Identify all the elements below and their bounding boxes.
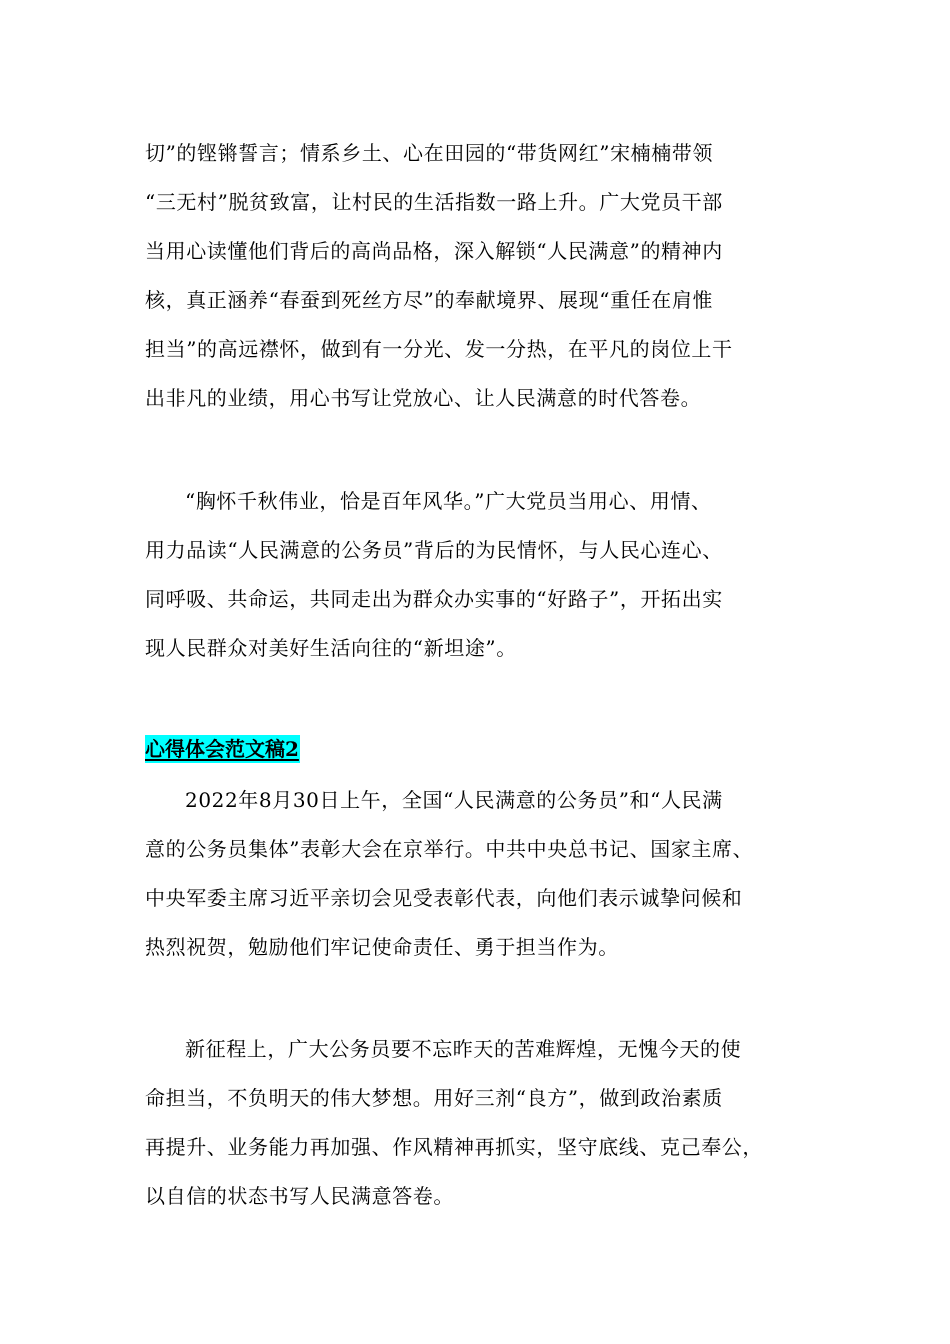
paragraph-line: 中央军委主席习近平亲切会见受表彰代表，向他们表示诚挚问候和 <box>145 886 743 910</box>
paragraph-line: 新征程上，广大公务员要不忘昨天的苦难辉煌，无愧今天的使 <box>185 1037 742 1061</box>
paragraph-line: 以自信的状态书写人民满意答卷。 <box>145 1184 454 1208</box>
paragraph-line: 2022年8月30日上午，全国“人民满意的公务员”和“人民满 <box>185 788 723 812</box>
paragraph-line: 核，真正涵养“春蚕到死丝方尽”的奉献境界、展现“重任在肩惟 <box>145 288 714 312</box>
paragraph-line: 当用心读懂他们背后的高尚品格，深入解锁“人民满意”的精神内 <box>145 239 723 263</box>
paragraph-line: 用力品读“人民满意的公务员”背后的为民情怀，与人民心连心、 <box>145 538 723 562</box>
paragraph-3 <box>145 776 810 972</box>
paragraph-line: 出非凡的业绩，用心书写让党放心、让人民满意的时代答卷。 <box>145 386 702 410</box>
section-heading-text: 心得体会范文稿2 <box>145 737 299 761</box>
paragraph-line: “胸怀千秋伟业，恰是百年风华。”广大党员当用心、用情、 <box>185 489 712 513</box>
section-heading <box>145 733 300 765</box>
paragraph-line: 切”的铿锵誓言；情系乡土、心在田园的“带货网红”宋楠楠带领 <box>145 141 714 165</box>
paragraph-line: 意的公务员集体”表彰大会在京举行。中共中央总书记、国家主席、 <box>145 837 754 861</box>
paragraph-line: 同呼吸、共命运，共同走出为群众办实事的“好路子”，开拓出实 <box>145 587 723 611</box>
paragraph-line: 命担当，不负明天的伟大梦想。用好三剂“良方”，做到政治素质 <box>145 1086 723 1110</box>
paragraph-line: 担当”的高远襟怀，做到有一分光、发一分热，在平凡的岗位上干 <box>145 337 733 361</box>
paragraph-line: 热烈祝贺，勉励他们牢记使命责任、勇于担当作为。 <box>145 935 619 959</box>
paragraph-line: 再提升、业务能力再加强、作风精神再抓实，坚守底线、克己奉公， <box>145 1135 763 1159</box>
paragraph-1 <box>145 129 810 423</box>
paragraph-4 <box>145 1025 810 1221</box>
paragraph-line: 现人民群众对美好生活向往的“新坦途”。 <box>145 636 517 660</box>
paragraph-2 <box>145 477 810 673</box>
paragraph-line: “三无村”脱贫致富，让村民的生活指数一路上升。广大党员干部 <box>145 190 723 214</box>
